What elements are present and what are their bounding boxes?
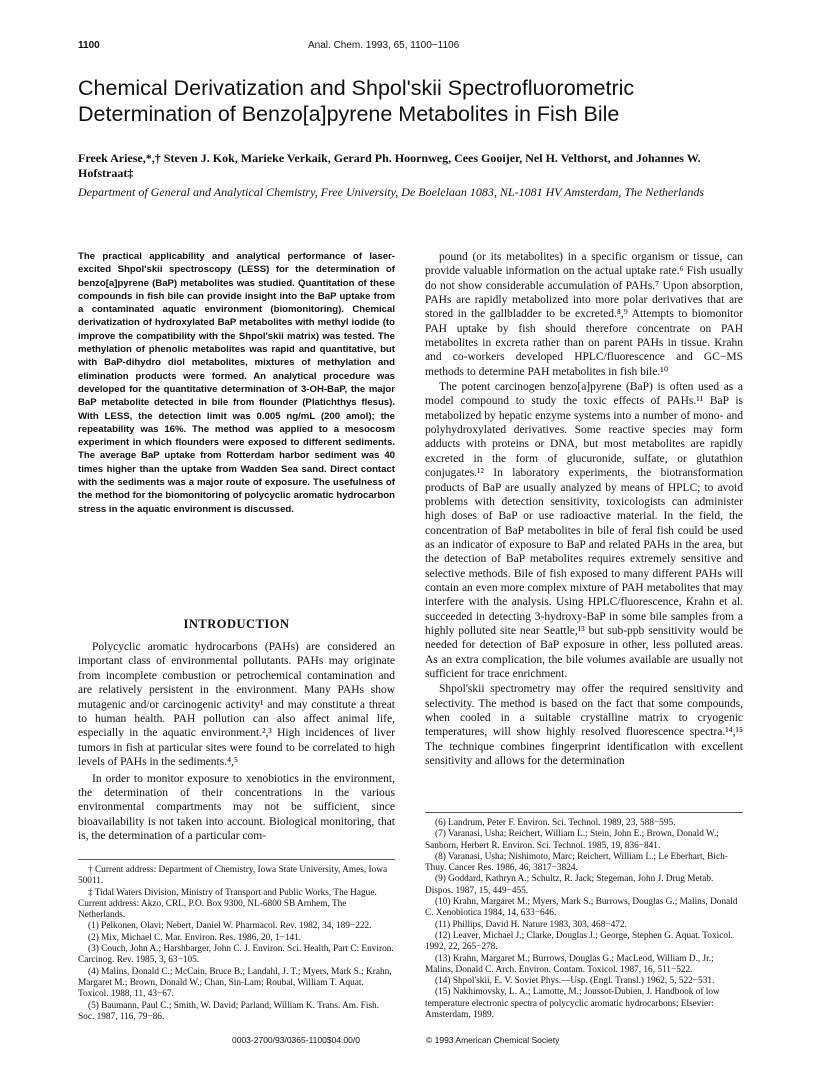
paragraph: pound (or its metabolites) in a specific organism or tissue, can provide valuable information on the actual uptake rate.⁶ Fish usually do not show considerable accumulation of PAHs.⁷ Upon absorption, PAHs are rapidly metabolized into more polar derivatives that are stored in the gallbladder to be excreted.⁸,⁹ Attempts to biomonitor PAH uptake by fish should therefore concentrate on PAH metabolites in excreta rather than on parent PAHs in tissue. Krahn and co-workers developed HPLC/fluorescence and GC−MS methods to determine PAH metabolites in fish bile.¹⁰ — [425, 251, 743, 378]
reference: (1) Pelkonen, Olavi; Nebert, Daniel W. Pharmacol. Rev. 1982, 34, 189−222. — [88, 921, 372, 932]
reference: (4) Malins, Donald C.; McCain, Bruce B.; Landahl, J. T.; Myers, Mark S.; Krahn, Margaret M.; Brown, Donald W.; Chan, Sin-Lam; Roubal, William T. Aquat. Toxicol. 1988, 11, 43−67. — [78, 966, 392, 1000]
footnote-divider-left — [78, 859, 395, 860]
running-header — [78, 40, 742, 54]
paragraph: The potent carcinogen benzo[a]pyrene (BaP) is often used as a model compound to study the toxic effects of PAHs.¹¹ BaP is metabolized by hepatic enzyme systems into a number of mono- and polyhydroxylated derivatives. Some reactive species may form adducts with proteins or DNA, but most metabolites are rapidly excreted in the form of glucuronide, sulfate, or glutathion conjugates.¹² In laboratory experiments, the biotransformation products of BaP are usually analyzed by means of HPLC; to avoid problems with detection sensitivity, toxicologists can administer high doses of BaP or use radioactive material. In the field, the concentration of BaP metabolites in bile of feral fish could be used as an indicator of exposure to BaP and related PAHs in the area, but the detection of BaP metabolites requires extremely sensitive and selective methods. Bile of fish exposed to many different PAHs will contain an even more complex mixture of PAH metabolites that may interfere with the analysis. Using HPLC/fluorescence, Krahn et al. succeeded in detecting 3-hydroxy-BaP in some bile samples from a highly polluted site near Seattle,¹³ but sub-ppb sensitivity would be needed for detection of BaP exposure in other, less polluted areas. As an extra complication, the bile volumes available are usually not sufficient for trace enrichment. — [425, 381, 743, 680]
footnote: † Current address: Department of Chemistry, Iowa State University, Ames, Iowa 50011. — [78, 865, 388, 887]
reference: (3) Couch, John A.; Harshbarger, John C. J. Environ. Sci. Health, Part C: Environ. Carcinog. Rev. 1985, 3, 63−105. — [78, 944, 394, 966]
footnotes-left — [78, 865, 395, 1023]
reference: (9) Goddard, Kathryn A.; Schultz, R. Jack; Stegeman, John J. Drug Metab. Dispos. 1987, 15, 449−455. — [425, 874, 714, 896]
references-right — [425, 818, 743, 1021]
introduction-body — [78, 640, 395, 844]
paragraph: Shpol'skii spectrometry may offer the required sensitivity and selectivity. The method is based on the fact that some compounds, when cooled in a suitable crystalline matrix to cryogenic temperatures, will show highly resolved fluorescence spectra.¹⁴,¹⁵ The technique combines fingerprint identification with excellent sensitivity and allows for the determination — [425, 683, 743, 768]
page-number: 1100 — [78, 40, 100, 51]
reference: (14) Shpol'skii, E. V. Soviet Phys.—Usp. (Engl. Transl.) 1962, 5, 522−531. — [435, 976, 715, 987]
footnote-divider-right — [425, 812, 743, 813]
article-title: Chemical Derivatization and Shpol'skii Spectrofluorometric Determination of Benzo[a]pyrene Metabolites in Fish Bile — [78, 76, 635, 126]
reference: (6) Landrum, Peter F. Environ. Sci. Technol. 1989, 23, 588−595. — [435, 818, 676, 828]
reference: (13) Krahn, Margaret M.; Burrows, Douglas G.; MacLeod, William D., Jr.; Malins, Donald C. Arch. Environ. Contam. Toxicol. 1987, 16, 511−522. — [425, 953, 714, 975]
reference: (10) Krahn, Margaret M.; Myers, Mark S.; Burrows, Douglas G.; Malins, Donald C. Xenobiotica 1984, 14, 633−646. — [425, 897, 738, 919]
section-heading-introduction: INTRODUCTION — [183, 617, 290, 631]
reference: (12) Leaver, Michael J.; Clarke, Douglas J.; George, Stephen G. Aquat. Toxicol. 1992, 22, 265−278. — [425, 930, 733, 953]
author-list: Freek Ariese,*,† Steven J. Kok, Marieke Verkaik, Gerard Ph. Hoornweg, Cees Gooijer, Nel H. Velthorst, and Johannes W. Hofstraat‡ — [78, 151, 701, 180]
paragraph: Polycyclic aromatic hydrocarbons (PAHs) are considered an important class of environmental pollutants. PAHs may originate from incomplete combustion or petrochemical contamination and are relatively persistent in the environment. Many PAHs show mutagenic and/or carcinogenic activity¹ and may constitute a threat to human health. PAH pollution can also affect animal life, especially in the aquatic environment.²,³ High incidences of liver tumors in fish at particular sites were found to be correlated to high levels of PAHs in the sediments.⁴,⁵ — [78, 641, 395, 769]
right-column-body — [425, 250, 743, 768]
reference: (5) Baumann, Paul C.; Smith, W. David; Parland, William K. Trans. Am. Fish. Soc. 1987, 116, 79−86. — [78, 1000, 380, 1022]
footnote: ‡ Tidal Waters Division, Ministry of Transport and Public Works, The Hague. Current address: Akzo, CRL, P.O. Box 9300, NL-6800 SB Arnhem, The Netherlands. — [78, 887, 377, 921]
abstract: The practical applicability and analytical performance of laser-excited Shpol'skii spectroscopy (LESS) for the determination of benzo[a]pyrene (BaP) metabolites was studied. Quantitation of these compounds in fish bile can provide insight into the BaP uptake from a contaminated aquatic environment (biomonitoring). Chemical derivatization of hydroxylated BaP metabolites with methyl iodide (to improve the compatibility with the Shpol'skii matrix) was tested. The methylation of phenolic metabolites was rapid and quantitative, but with BaP-dihydro diol metabolites, mixtures of methylation and elimination products were formed. An analytical procedure was developed for the quantitative determination of 3-OH-BaP, the major BaP metabolite detected in bile from flounder (Platichthys flesus). With LESS, the detection limit was 0.005 ng/mL (200 amol); the repeatability was 16%. The method was applied to a mesocosm experiment in which flounders were exposed to different sediments. The average BaP uptake from Rotterdam harbor sediment was 40 times higher than the uptake from Wadden Sea sand. Direct contact with the sediments was a major route of exposure. The usefulness of the method for the biomonitoring of polycyclic aromatic hydrocarbon stress in the aquatic environment is discussed. — [78, 251, 395, 515]
journal-citation: Anal. Chem. 1993, 65, 1100−1106 — [308, 40, 460, 51]
copyright-notice: © 1993 American Chemical Society — [426, 1035, 560, 1045]
reference: (15) Nakhimovsky, L. A.; Lamotte, M.; Joussot-Dubien, J. Handbook of low temperature electronic spectra of polycyclic aromatic hydrocarbons; Elsevier: Amsterdam, 1989. — [425, 987, 720, 1021]
affiliation: Department of General and Analytical Chemistry, Free University, De Boelelaan 1083, NL-1081 HV Amsterdam, The Netherlands — [78, 185, 705, 199]
reference: (11) Phillips, David H. Nature 1983, 303, 468−472. — [435, 919, 627, 930]
reference: (7) Varanasi, Usha; Reichert, William L.; Stein, John E.; Brown, Donald W.; Sanborn, Herbert R. Environ. Sci. Technol. 1985, 19, 836−841. — [425, 829, 719, 851]
reference: (2) Mix, Michael C. Mar. Environ. Res. 1986, 20, 1−141. — [88, 932, 302, 943]
paragraph: In order to monitor exposure to xenobiotics in the environment, the determination of their concentrations in the various environmental compartments may not be sufficient, since bioavailability is not taken into account. Biological monitoring, that is, the determination of a particular com- — [78, 772, 395, 843]
reference: (8) Varanasi, Usha; Nishimoto, Marc; Reichert, William L.; Le Eberhart, Bich-Thuy. Cancer Res. 1986, 46, 3817−3824. — [425, 851, 728, 874]
publication-code: 0003-2700/93/0365-1100$04.00/0 — [232, 1035, 360, 1045]
